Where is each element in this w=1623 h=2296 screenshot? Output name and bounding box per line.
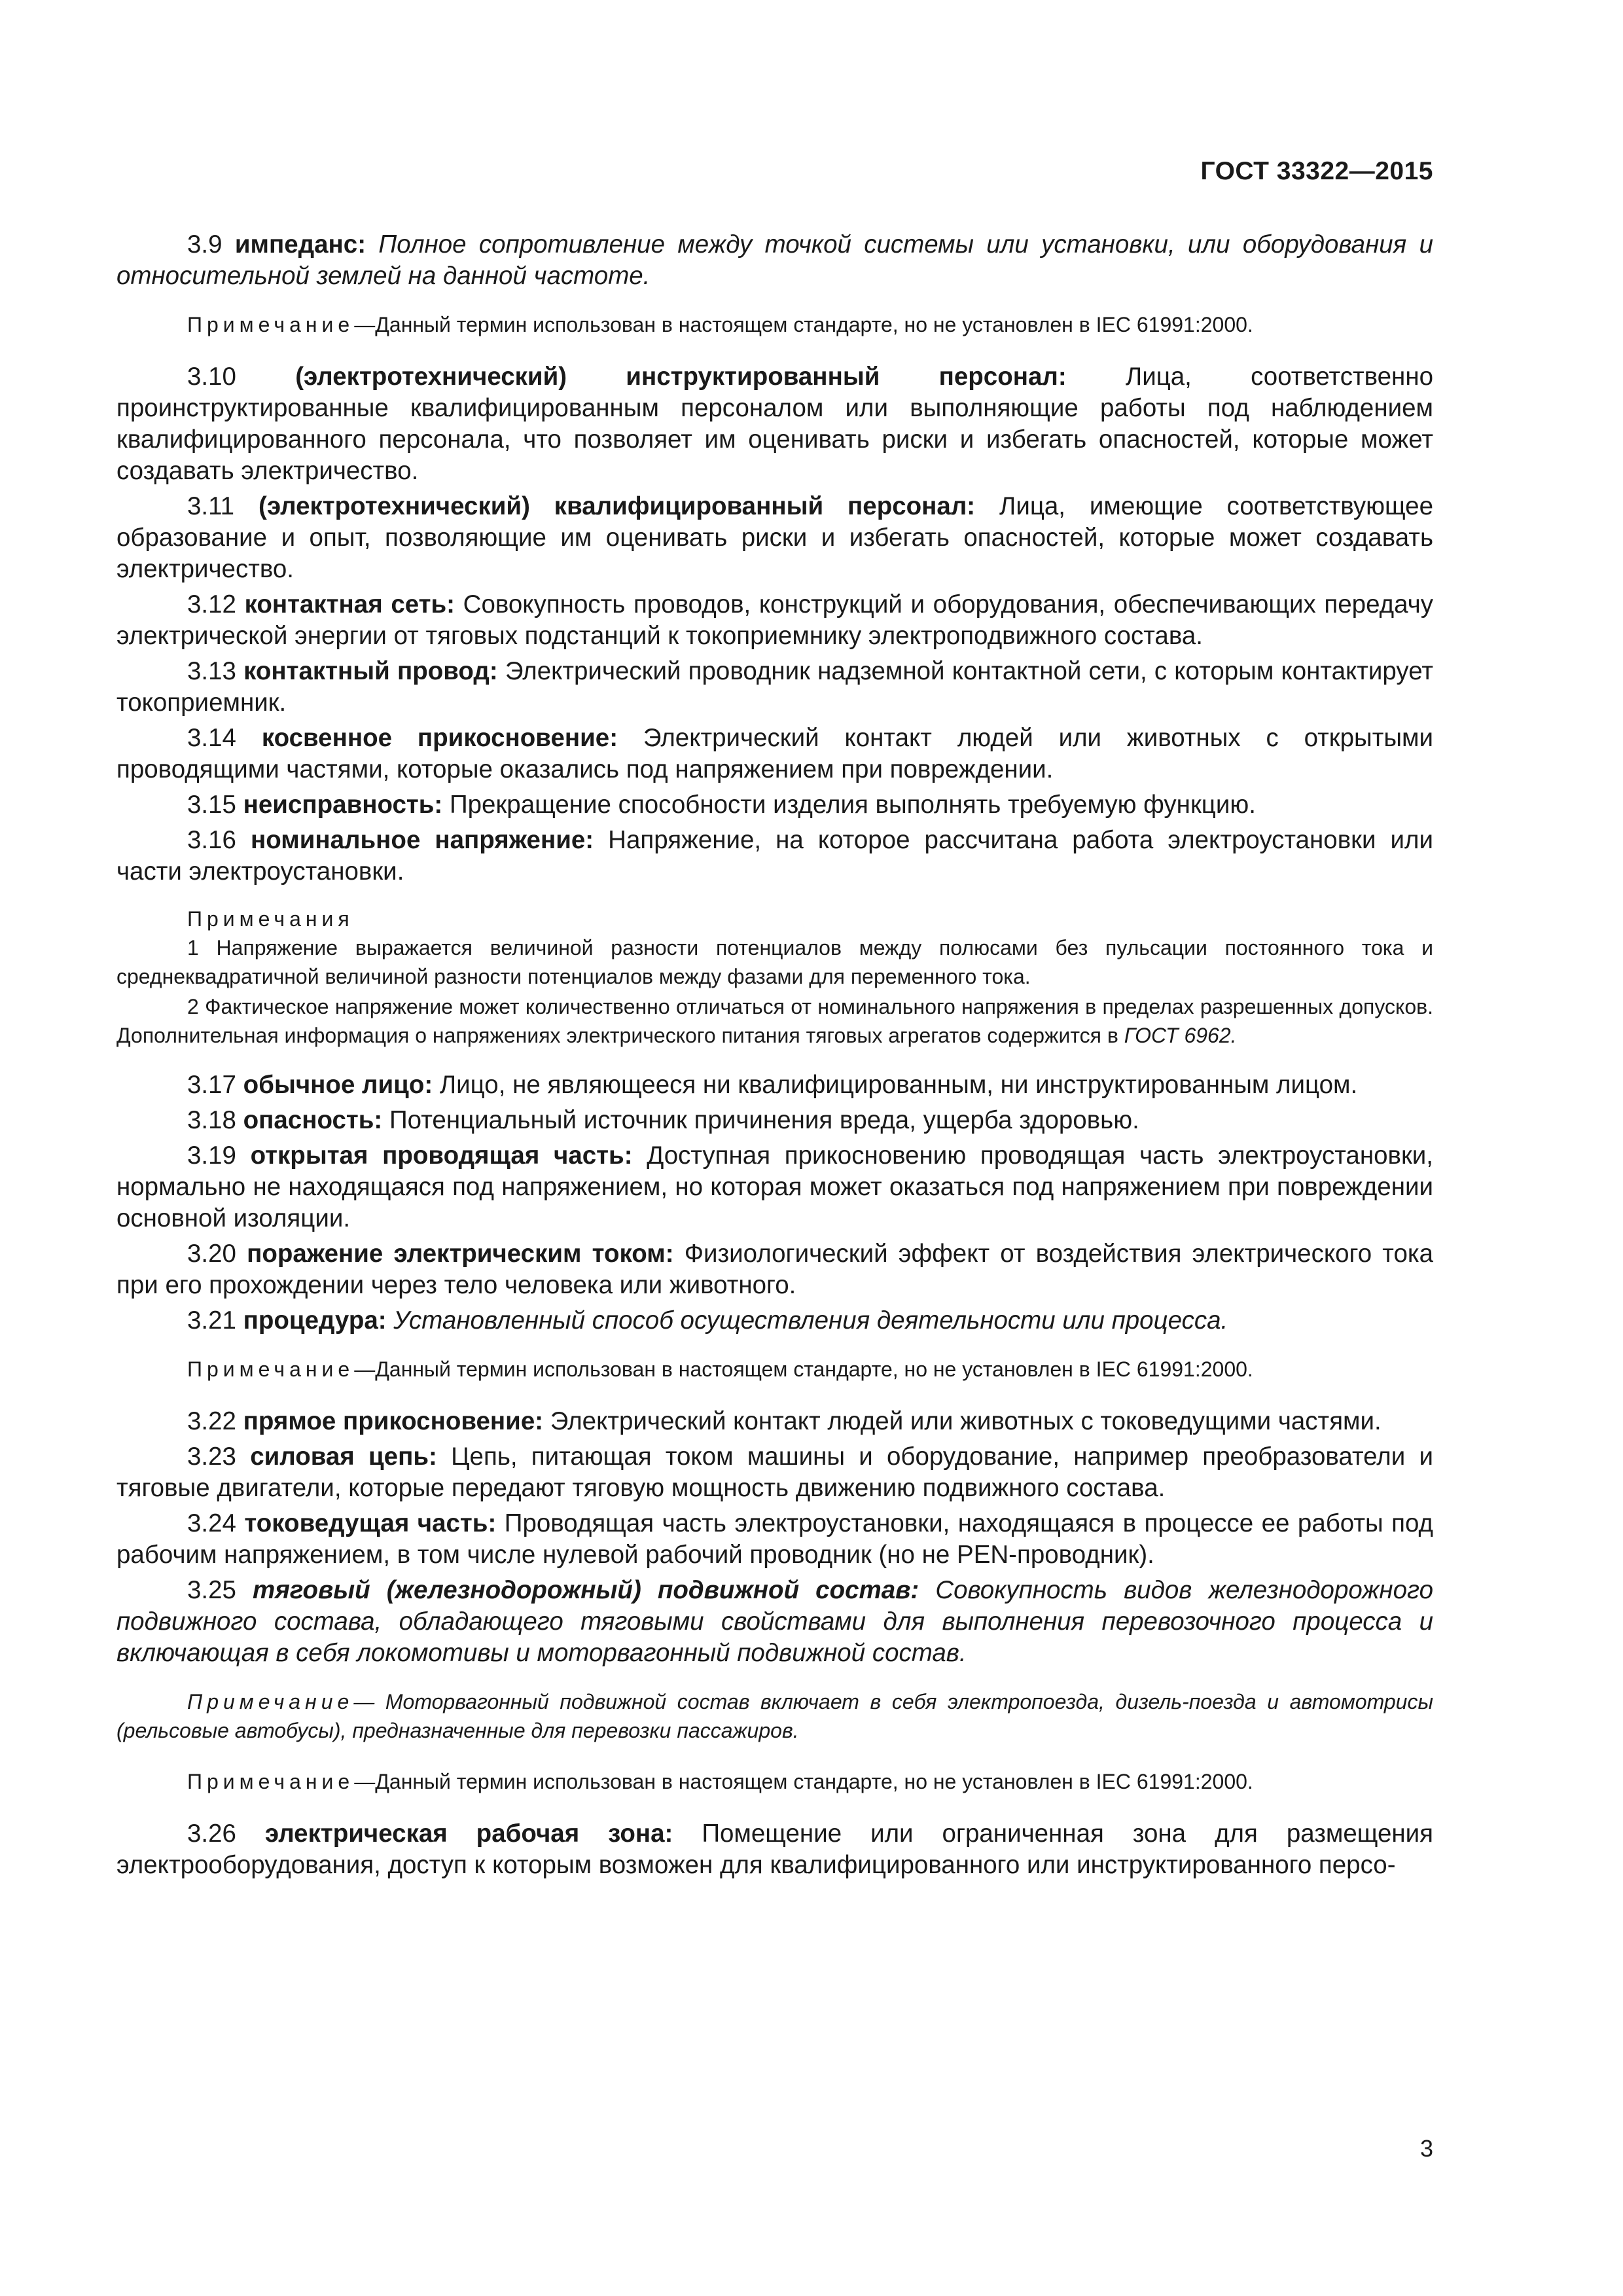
term-3-18: 3.18 опасность: Потенциальный источник причинения вреда, ущерба здоровью.: [187, 1106, 1139, 1134]
note-3-25: Примечание—Данный термин использован в настоящем стандарте, но не установлен в IEC 61991:2000.: [187, 1770, 1253, 1793]
term-title: поражение электрическим током:: [247, 1240, 674, 1268]
term-3-26: 3.26 электрическая рабочая зона: Помещение или ограниченная зона для размещения электрооборудования, доступ к которым возможен для квалифицированного или инструктированного персо-: [116, 1820, 1434, 1879]
term-3-19: 3.19 открытая проводящая часть: Доступная прикосновению проводящая часть электроустановки, нормально не находящаяся под напряжением, но которая может оказаться под напряжением при повреждении основной изоляции.: [116, 1141, 1433, 1232]
term-definition: Лицо, не являющееся ни квалифицированным, ни инструктированным лицом.: [439, 1071, 1358, 1099]
term-3-25: 3.25 тяговый (железнодорожный) подвижной состав: Совокупность видов железнодорожного подвижного состава, обладающего тяговыми свойствами для выполнения перевозочного процесса и включающая в себя локомотивы и моторвагонный подвижной состав.: [116, 1576, 1433, 1667]
term-title: прямое прикосновение:: [243, 1407, 544, 1435]
term-definition: Электрический контакт людей или животных с открытыми проводящими частями, которые оказались под напряжением при повреждении.: [116, 724, 1434, 783]
term-definition: Прекращение способности изделия выполнять требуемую функцию.: [449, 791, 1256, 819]
term-definition: Потенциальный источник причинения вреда, ущерба здоровью.: [389, 1106, 1139, 1134]
term-3-24: 3.24 токоведущая часть: Проводящая часть электроустановки, находящаяся в процессе ее работы под рабочим напряжением, в том числе нулевой рабочий проводник (но не PEN-проводник).: [116, 1509, 1434, 1569]
term-definition: Совокупность проводов, конструкций и оборудования, обеспечивающих передачу электрической энергии от тяговых подстанций к токоприемнику электроподвижного состава.: [116, 590, 1434, 650]
document-page: [116, 0, 1433, 2296]
note-3-21: Примечание—Данный термин использован в настоящем стандарте, но не установлен в IEC 61991:2000.: [187, 1357, 1253, 1381]
term-title: номинальное напряжение:: [250, 826, 594, 854]
term-3-16: 3.16 номинальное напряжение: Напряжение, на которое рассчитана работа электроустановки или части электроустановки.: [116, 826, 1433, 886]
term-title: неисправность:: [243, 791, 443, 819]
term-3-22: 3.22 прямое прикосновение: Электрический контакт людей или животных с токоведущими частями.: [187, 1407, 1382, 1435]
page-number: 3: [1419, 2135, 1433, 2162]
term-3-12: 3.12 контактная сеть: Совокупность проводов, конструкций и оборудования, обеспечивающих передачу электрической энергии от тяговых подстанций к токоприемнику электроподвижного состава.: [116, 590, 1434, 650]
term-title: обычное лицо:: [243, 1071, 433, 1099]
term-definition: Цепь, питающая током машины и оборудование, например преобразователи и тяговые двигатели, которые передают тяговую мощность движению подвижного состава.: [116, 1443, 1434, 1502]
term-title: (электротехнический) квалифицированный персонал:: [259, 492, 976, 520]
term-3-21: 3.21 процедура: Установленный способ осуществления деятельности или процесса.: [187, 1306, 1228, 1335]
notes-header: Примечания: [187, 907, 354, 931]
term-3-15: 3.15 неисправность: Прекращение способности изделия выполнять требуемую функцию.: [187, 791, 1256, 819]
term-definition: Лица, соответственно проинструктированные квалифицированным персоналом или выполняющие работы под наблюдением квалифицированного персонала, что позволяет им оценивать риски и избегать опасностей, которые может создавать электричество.: [116, 363, 1433, 485]
term-3-20: 3.20 поражение электрическим током: Физиологический эффект от воздействия электрического тока при его прохождении через тело человека или животного.: [116, 1240, 1433, 1299]
term-title: косвенное прикосновение:: [261, 724, 618, 752]
term-3-10: 3.10 (электротехнический) инструктированный персонал: Лица, соответственно проинструктированные квалифицированным персоналом или выполняющие работы под наблюдением квалифицированного персонала, что позволяет им оценивать риски и избегать опасностей, которые может создавать электричество.: [116, 363, 1433, 485]
term-3-13: 3.13 контактный провод: Электрический проводник надземной контактной сети, с которым контактирует токоприемник.: [116, 657, 1433, 717]
term-title: силовая цепь:: [250, 1443, 437, 1471]
term-title: тяговый (железнодорожный) подвижной состав:: [253, 1576, 919, 1604]
term-definition: Лица, имеющие соответствующее образование и опыт, позволяющие им оценивать риски и избегать опасностей, которые может создавать электричество.: [116, 492, 1434, 583]
term-title: опасность:: [243, 1106, 383, 1134]
term-3-23: 3.23 силовая цепь: Цепь, питающая током машины и оборудование, например преобразователи и тяговые двигатели, которые передают тяговую мощность движению подвижного состава.: [116, 1443, 1434, 1502]
term-title: открытая проводящая часть:: [250, 1141, 633, 1170]
term-definition: Напряжение, на которое рассчитана работа электроустановки или части электроустановки.: [116, 826, 1433, 886]
term-definition: Помещение или ограниченная зона для размещения электрооборудования, доступ к которым возможен для квалифицированного или инструктированного персо-: [116, 1820, 1434, 1879]
term-title: процедура:: [243, 1306, 387, 1335]
standard-reference: ГОСТ 6962.: [1124, 1024, 1237, 1047]
term-definition: Электрический контакт людей или животных с токоведущими частями.: [550, 1407, 1382, 1435]
standard-designation: ГОСТ 33322—2015: [1200, 157, 1433, 185]
term-definition: Доступная прикосновению проводящая часть электроустановки, нормально не находящаяся под напряжением, но которая может оказаться под напряжением при повреждении основной изоляции.: [116, 1141, 1433, 1232]
note-3-25-italic: Примечание— Моторвагонный подвижной состав включает в себя электропоезда, дизель-поезда и автомотрисы (рельсовые автобусы), предназначенные для перевозки пассажиров.: [116, 1690, 1433, 1742]
note-item-2: 2 Фактическое напряжение может количественно отличаться от номинального напряжения в пределах разрешенных допусков. Дополнительная информация о напряжениях электрического питания тяговых агрегатов содержится в ГОСТ 6962.: [116, 995, 1433, 1047]
term-title: (электротехнический) инструктированный персонал:: [295, 363, 1067, 391]
term-3-11: 3.11 (электротехнический) квалифицированный персонал: Лица, имеющие соответствующее образование и опыт, позволяющие им оценивать риски и избегать опасностей, которые может создавать электричество.: [116, 492, 1434, 583]
term-3-17: 3.17 обычное лицо: Лицо, не являющееся ни квалифицированным, ни инструктированным лицом.: [187, 1071, 1358, 1099]
term-definition: Совокупность видов железнодорожного подвижного состава, обладающего тяговыми свойствами для выполнения перевозочного процесса и включающая в себя локомотивы и моторвагонный подвижной состав.: [116, 1576, 1433, 1667]
terms-section: [116, 229, 1433, 1885]
note-item-1: 1 Напряжение выражается величиной разности потенциалов между полюсами без пульсации постоянного тока и среднеквадратичной величиной разности потенциалов между фазами для переменного тока.: [116, 936, 1433, 988]
note-3-9: Примечание—Данный термин использован в настоящем стандарте, но не установлен в IEC 61991:2000.: [187, 313, 1253, 336]
term-title: токоведущая часть:: [244, 1509, 497, 1537]
term-definition: Физиологический эффект от воздействия электрического тока при его прохождении через тело человека или животного.: [116, 1240, 1433, 1299]
term-title: контактный провод:: [243, 657, 498, 685]
notes-3-16: [116, 905, 1433, 1050]
term-title: электрическая рабочая зона:: [264, 1820, 673, 1848]
term-title: контактная сеть:: [244, 590, 455, 619]
term-3-9: 3.9 импеданс: Полное сопротивление между точкой системы или установки, или оборудования и относительной землей на данной частоте.: [116, 230, 1433, 290]
term-3-14: 3.14 косвенное прикосновение: Электрический контакт людей или животных с открытыми проводящими частями, которые оказались под напряжением при повреждении.: [116, 724, 1434, 783]
term-definition: Полное сопротивление между точкой системы или установки, или оборудования и относительной землей на данной частоте.: [116, 230, 1433, 290]
term-title: импеданс:: [234, 230, 366, 259]
term-definition: Проводящая часть электроустановки, находящаяся в процессе ее работы под рабочим напряжением, в том числе нулевой рабочий проводник (но не PEN-проводник).: [116, 1509, 1434, 1569]
term-definition: Установленный способ осуществления деятельности или процесса.: [393, 1306, 1228, 1335]
term-definition: Электрический проводник надземной контактной сети, с которым контактирует токоприемник.: [116, 657, 1433, 717]
